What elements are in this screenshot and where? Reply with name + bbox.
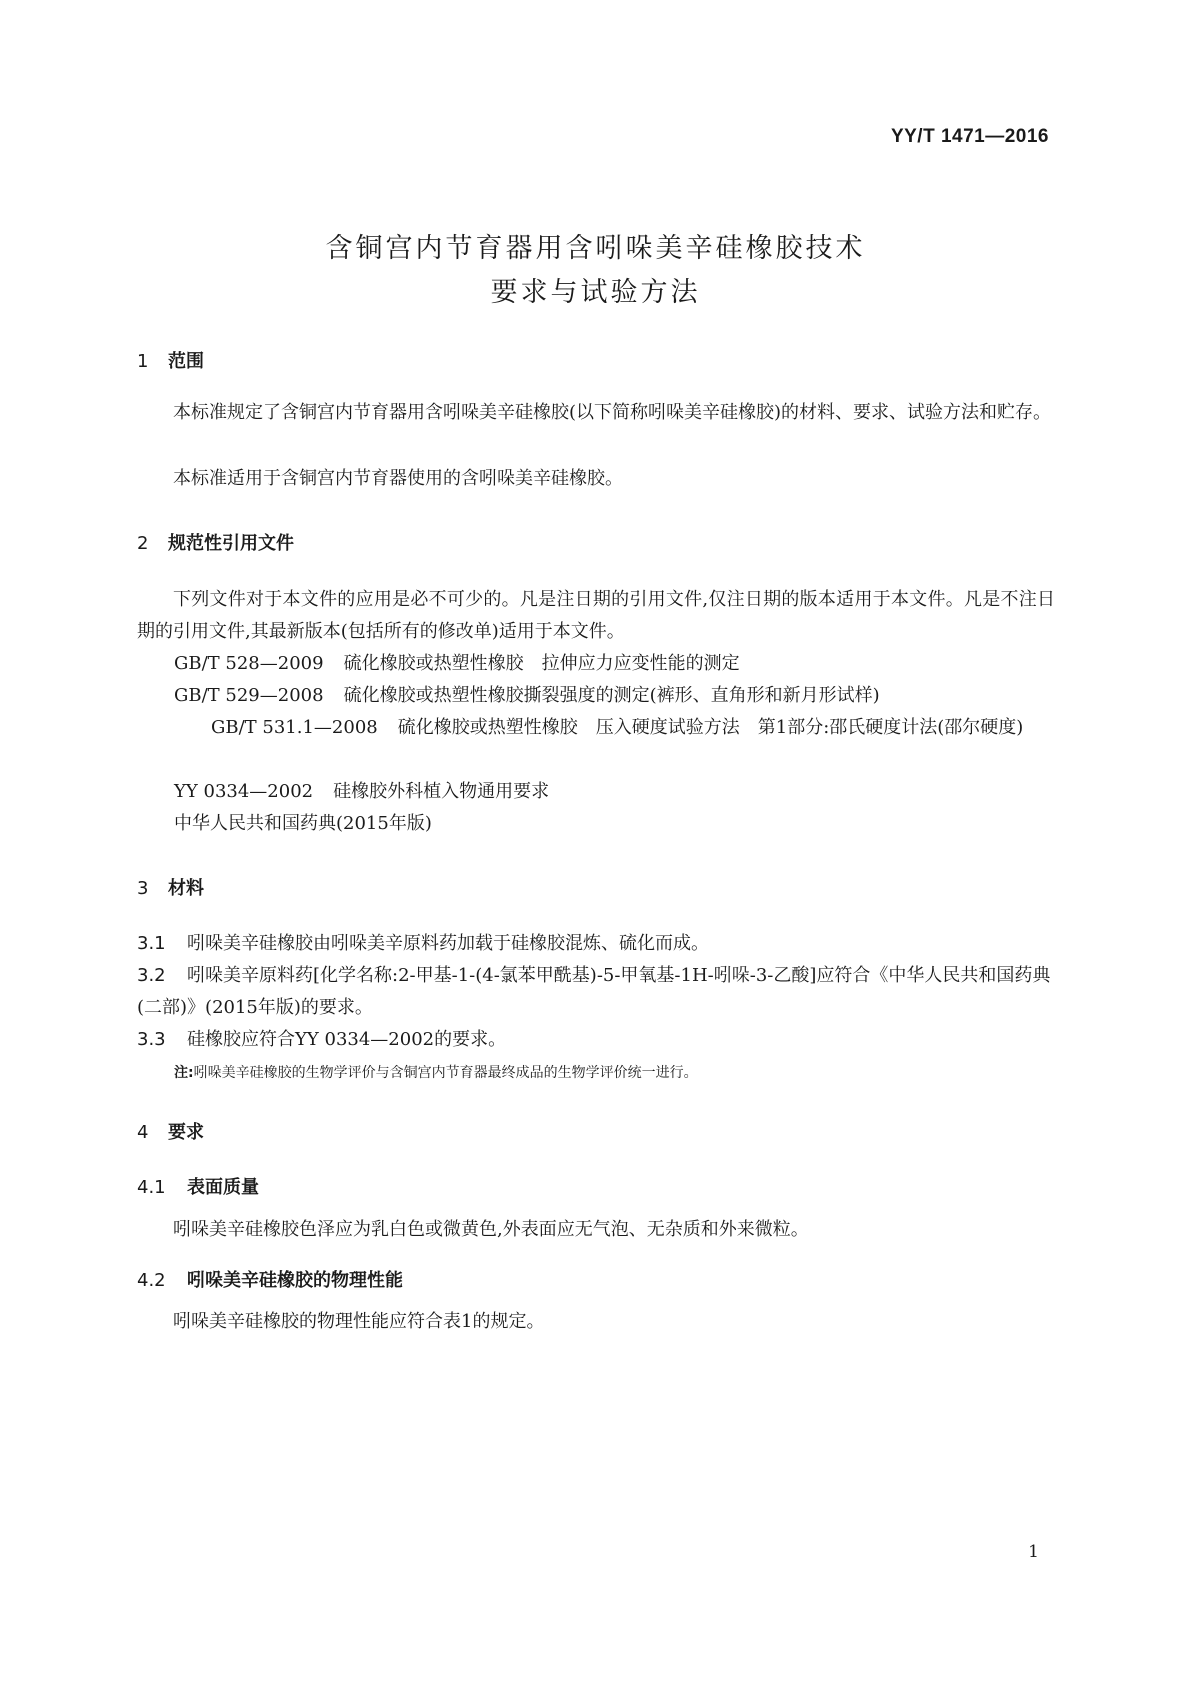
reference-item	[174, 680, 1054, 712]
reference-title: 硅橡胶外科植入物通用要求	[333, 781, 550, 802]
section-title: 范围	[168, 351, 204, 372]
clause-text: 吲哚美辛硅橡胶由吲哚美辛原料药加载于硅橡胶混炼、硫化而成。	[187, 933, 709, 954]
section-number: 1	[137, 351, 149, 372]
clause-4-2-text: 吲哚美辛硅橡胶的物理性能应符合表1的规定。	[173, 1311, 545, 1332]
section-1-paragraph-1: 本标准规定了含铜宫内节育器用含吲哚美辛硅橡胶(以下简称吲哚美辛硅橡胶)的材料、要求、试验方法和贮存。	[173, 402, 1052, 423]
page-number: 1	[1028, 1542, 1039, 1562]
section-number: 4	[137, 1122, 149, 1143]
reference-title: 硫化橡胶或热塑性橡胶 压入硬度试验方法 第1部分:邵氏硬度计法(邵尔硬度)	[397, 717, 1024, 738]
reference-title: 中华人民共和国药典(2015年版)	[174, 813, 432, 834]
reference-item	[137, 712, 1055, 744]
clause-text: 吲哚美辛原料药[化学名称:2-甲基-1-(4-氯苯甲酰基)-5-甲氧基-1H-吲哚-3-乙酸]应符合《中华人民共和国药典(二部)》(2015年版)的要求。	[137, 965, 1051, 1018]
clause-number: 3.1	[137, 933, 166, 954]
section-number: 3	[137, 878, 149, 899]
note-label: 注:	[174, 1065, 194, 1081]
section-title: 规范性引用文件	[168, 533, 294, 554]
note-text: 吲哚美辛硅橡胶的生物学评价与含铜宫内节育器最终成品的生物学评价统一进行。	[193, 1065, 698, 1081]
section-1-heading	[137, 347, 204, 373]
reference-title: 硫化橡胶或热塑性橡胶撕裂强度的测定(裤形、直角形和新月形试样)	[343, 685, 880, 706]
reference-code: GB/T 531.1—2008	[211, 717, 378, 738]
clause-title: 表面质量	[187, 1177, 259, 1198]
section-2-intro: 下列文件对于本文件的应用是必不可少的。凡是注日期的引用文件,仅注日期的版本适用于本文件。凡是不注日期的引用文件,其最新版本(包括所有的修改单)适用于本文件。	[137, 589, 1055, 642]
clause-3-1	[137, 928, 1055, 960]
section-3-heading	[137, 874, 204, 900]
clause-3-3	[137, 1024, 1055, 1056]
reference-item	[174, 648, 1054, 680]
document-title-line-2: 要求与试验方法	[490, 277, 701, 308]
section-number: 2	[137, 533, 149, 554]
clause-4-1-text: 吲哚美辛硅橡胶色泽应为乳白色或微黄色,外表面应无气泡、无杂质和外来微粒。	[173, 1219, 809, 1240]
clause-4-2-heading	[137, 1266, 403, 1292]
section-1-paragraph-2: 本标准适用于含铜宫内节育器使用的含吲哚美辛硅橡胶。	[173, 468, 623, 489]
reference-code: GB/T 529—2008	[174, 685, 324, 706]
reference-code: YY 0334—2002	[174, 781, 314, 802]
section-4-heading	[137, 1118, 204, 1144]
section-title: 要求	[168, 1122, 204, 1143]
clause-number: 3.2	[137, 965, 166, 986]
clause-number: 4.2	[137, 1270, 166, 1291]
clause-3-2	[137, 960, 1055, 1024]
document-title-line-1: 含铜宫内节育器用含吲哚美辛硅橡胶技术	[325, 233, 866, 264]
clause-4-1-heading	[137, 1173, 259, 1199]
reference-code: GB/T 528—2009	[174, 653, 324, 674]
reference-title: 硫化橡胶或热塑性橡胶 拉伸应力应变性能的测定	[343, 653, 740, 674]
clause-number: 3.3	[137, 1029, 166, 1050]
clause-number: 4.1	[137, 1177, 166, 1198]
standard-code: YY/T 1471—2016	[890, 126, 1049, 147]
section-2-heading	[137, 529, 294, 555]
section-title: 材料	[168, 878, 204, 899]
clause-title: 吲哚美辛硅橡胶的物理性能	[187, 1270, 403, 1291]
reference-item	[174, 808, 1054, 840]
note	[174, 1062, 698, 1082]
reference-item	[174, 776, 1054, 808]
clause-text: 硅橡胶应符合YY 0334—2002的要求。	[187, 1029, 507, 1050]
